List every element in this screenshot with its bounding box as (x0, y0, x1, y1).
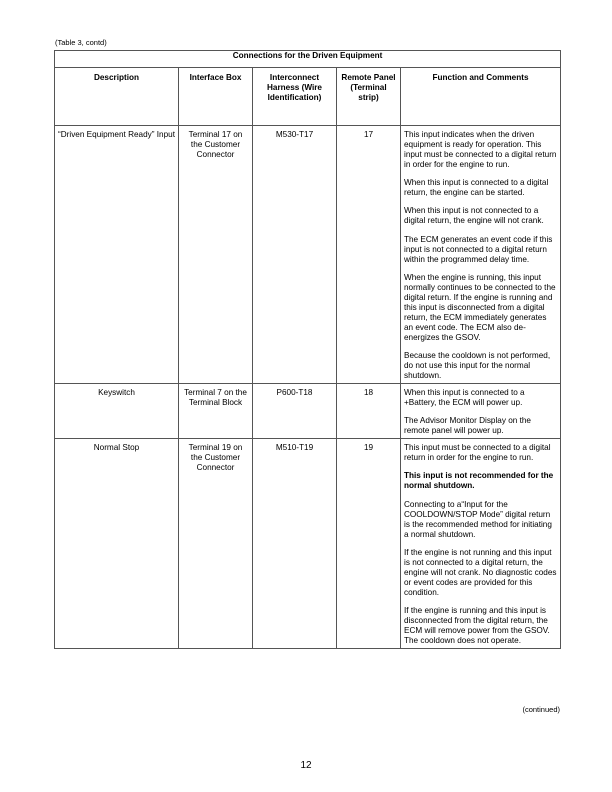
comment-paragraph: Connecting to a“Input for the COOLDOWN/STOP Mode” digital return is the recommended method for initiating a normal shutdown. (404, 499, 552, 539)
column-header-interface-box: Interface Box (179, 68, 253, 126)
comment-paragraph: When the engine is running, this input normally continues to be connected to the digital return. If the engine is running and this input is disconnected from a digital return, the ECM immediately generates an event code. The ECM also de-energizes the GSOV. (404, 272, 556, 342)
comment-paragraph: When this input is connected to a digital return, the engine can be started. (404, 178, 549, 198)
table-row (55, 126, 561, 384)
description-cell: Keyswitch (55, 383, 179, 438)
interface-box-cell: Terminal 17 on the Customer Connector (179, 126, 253, 384)
column-header-description: Description (55, 68, 179, 126)
comment-paragraph: This input must be connected to a digital return in order for the engine to run. (404, 443, 551, 463)
function-comments-cell (401, 439, 561, 649)
column-header-harness: Interconnect Harness (Wire Identification) (253, 68, 337, 126)
interface-box-cell: Terminal 7 on the Terminal Block (179, 383, 253, 438)
comment-paragraph: When this input is connected to a +Battery, the ECM will power up. (404, 387, 525, 407)
continued-note: (continued) (522, 705, 560, 714)
function-comments-cell (401, 383, 561, 438)
table-row (55, 383, 561, 438)
harness-cell: M530-T17 (253, 126, 337, 384)
connections-table (54, 50, 561, 649)
remote-panel-cell: 17 (337, 126, 401, 384)
description-cell: “Driven Equipment Ready” Input (55, 126, 179, 384)
interface-box-cell: Terminal 19 on the Customer Connector (179, 439, 253, 649)
comment-paragraph: Because the cooldown is not performed, do not use this input for the normal shutdown. (404, 350, 551, 380)
comment-paragraph: This input indicates when the driven equipment is ready for operation. This input must be connected to a digital return in order for the engine to run. (404, 130, 557, 169)
remote-panel-cell: 19 (337, 439, 401, 649)
function-comments-cell (401, 126, 561, 384)
description-cell: Normal Stop (55, 439, 179, 649)
remote-panel-cell: 18 (337, 383, 401, 438)
table-caption: (Table 3, contd) (55, 38, 107, 47)
harness-cell: P600-T18 (253, 383, 337, 438)
column-header-remote-panel: Remote Panel (Terminal strip) (337, 68, 401, 126)
comment-paragraph: If the engine is running and this input is disconnected from the digital return, the ECM will remove power from the GSOV. The cooldown does not operate. (404, 605, 550, 645)
table-title: Connections for the Driven Equipment (55, 51, 561, 68)
table-row (55, 439, 561, 649)
comment-paragraph: The ECM generates an event code if this input is not connected to a digital return within the programmed delay time. (404, 234, 553, 264)
column-header-function-comments: Function and Comments (401, 68, 561, 126)
page-number: 12 (300, 760, 312, 771)
comment-paragraph: If the engine is not running and this input is not connected to a digital return, the engine will not crank. No diagnostic codes or event codes are provided for this condition. (404, 547, 557, 597)
comment-paragraph: This input is not recommended for the normal shutdown. (404, 471, 554, 491)
comment-paragraph: The Advisor Monitor Display on the remote panel will power up. (404, 416, 531, 436)
harness-cell: M510-T19 (253, 439, 337, 649)
comment-paragraph: When this input is not connected to a digital return, the engine will not crank. (404, 206, 544, 226)
